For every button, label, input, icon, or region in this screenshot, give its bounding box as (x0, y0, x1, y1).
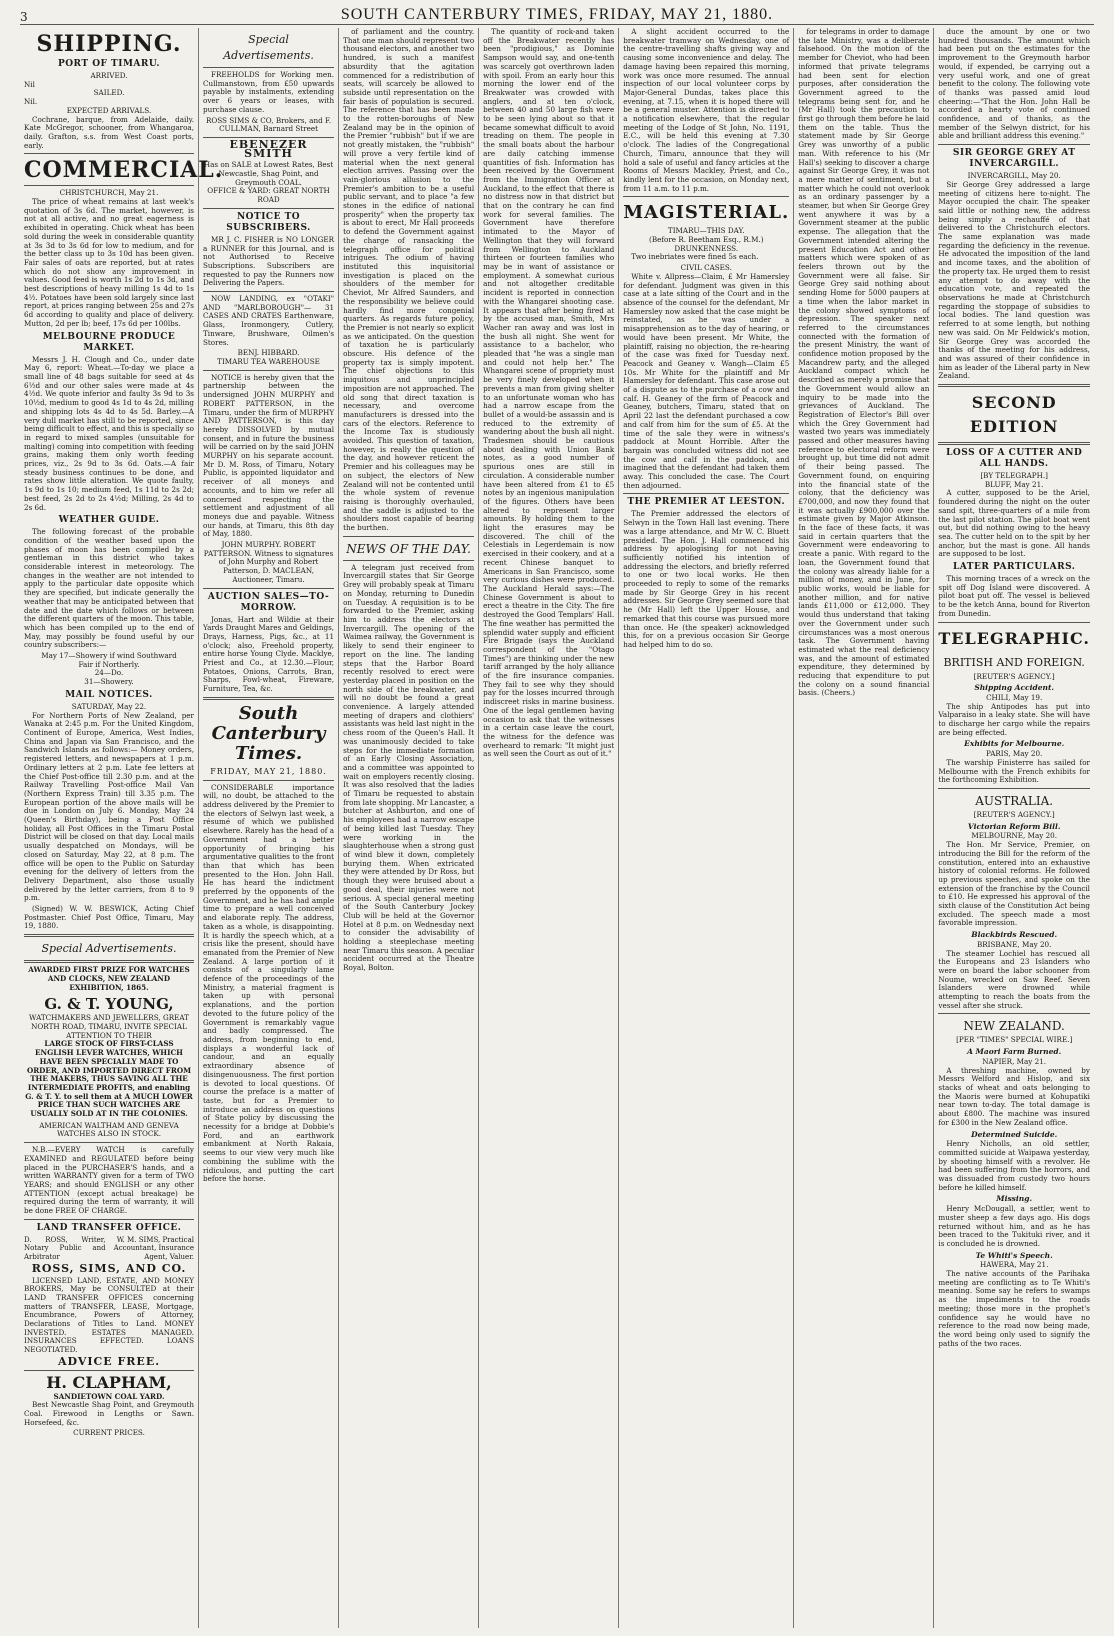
auction-heading: AUCTION SALES—TO-MORROW. (207, 591, 330, 613)
blackbirds-head: Blackbirds Rescued. (971, 930, 1058, 940)
clapham-sub: SANDIETOWN COAL YARD. (53, 1391, 165, 1401)
landing-ad: NOW LANDING, ex "OTAKI" AND "MARLBOROUGH"— 31 CASES AND CRATES Earthenware, Glass, Ironmongery, Cutlery, Tinware, Brushware, Oilmen's Stores. (203, 294, 335, 347)
freeholds-ad: FREEHOLDS for Working men. Cullmanstown, from £50 upwards payable by instalments, extending over 6 years or leases, with purchase clause. (203, 70, 335, 114)
mail-body: For Northern Ports of New Zealand, per Wanaka at 2:45 p.m. For the United Kingdom, Continent of Europe, America, West Indies, China and Japan via San Francisco, and the Sandwich Islands as follows:— Money orders, registered letters, and newspapers at 1 p.m. Ordinary letters at 2 p.m. Late fee letters at the Chief Post-office till 2.30 p.m. and at the Railway Travelling Post-office Mail Van (Northern Express Train) till 3.35 p.m. The European portion of the above mails will be due in London on July 6. Monday, May 24 (Queen's Birthday), being a Post Office holiday, all Post Offices in the Timaru Postal District will be closed on that day. Local mails usually despatched on Mondays, will be closed on Saturday, May 22, at 8 p.m. The office will be open to the Public on Saturday evening for the delivery of letters from the Delivery Department, also those usually delivered by the letter carriers, from 8 to 9 p.m. (24, 710, 194, 903)
column-1 (20, 28, 224, 1628)
missing-body: Henry McDougall, a settler, went to muster sheep a few days ago. His dogs returned without him, and as he has been traced to the Tukituki river, and it is concluded he is drowned. (938, 1204, 1090, 1248)
news-heading: NEWS OF THE DAY. (346, 541, 471, 556)
notice-body: MR J. C. FISHER is NO LONGER a RUNNER for this Journal, and is not Authorised to Receive Subscriptions. Subscribers are requested to pay the Runners now Delivering the Papers. (203, 234, 335, 288)
blackbirds-date: BRISBANE, May 20. (976, 939, 1052, 949)
young-name: G. & T. YOUNG, (44, 995, 174, 1014)
land-left: D. ROSS, Writer, Notary Public and Arbitrator (24, 1235, 106, 1262)
nb-warranty: N.B.—EVERY WATCH is carefully EXAMINED and REGULATED before being placed in the PURCHASER'S hands, and a written WARRANTY given for a term of TWO YEARS; and should ENGLISH or any other ATTENTION (except actual breakage) be required during the term of warranty, it will be done FREE OF CHARGE. (24, 1145, 194, 1216)
column-7 (934, 28, 1094, 1628)
land-heading: LAND TRANSFER OFFICE. (36, 1222, 182, 1233)
current-prices: CURRENT PRICES. (73, 1428, 145, 1438)
clapham-body: Best Newcastle Shag Point, and Greymouth Coal. Firewood in Lengths or Sawn. Horsefeed, &c. (24, 1400, 194, 1427)
blackbirds-body: The steamer Lochiel has rescued all the Europeans and 23 Islanders who were on board the labor schooner from Noume, wrecked on Saw Reef. Seven Islanders were drowned while attempting to reach the boats from the vessel after she struck. (938, 948, 1090, 1010)
ebenezer-body: Has on SALE at Lowest Rates, Best Newcastle, Shag Point, and Greymouth COAL. (203, 160, 334, 187)
news-body: A telegram just received from Invercargill states that Sir George Grey will probably speak at Timaru on Monday, returning to Dunedin on Tuesday. A requisition is to be forwarded to the Premier, asking him to address the electors at Invercargill. The opening of the Waimea railway, the Government is likely to send their engineer to report on the line. The landing steps that the Harbor Board recently resolved to erect were yesterday placed in position on the north side of the breakwater, and will no doubt be found a great convenience. A largely attended meeting of drapers and clothiers' assistants was held last night in the chess room of the Queen's Hall. It was unanimously decided to take steps for the immediate formation of an Early Closing Association, and a committee was appointed to wait on employers recently closing. It was also resolved that the ladies of Timaru be requested to abstain from late shopping. Mr Lancaster, a butcher at Ashburton, and one of his employees had a narrow escape of being killed last Tuesday. They were working in the slaughterhouse when a strong gust of wind blew it down, completely burying them. When extricated they were attended by Dr Ross, but though they were bruised about a good deal, their injuries were not serious. A special general meeting of the South Canterbury Jockey Club will be held at the Governor Hotel at 8 p.m. on Wednesday next to consider the advisability of holding a steeplechase meeting near Timaru this season. A peculiar accident occurred at the Theatre Royal, Bolton. (343, 562, 475, 973)
by-telegraph: [BY TELEGRAPH.] (980, 471, 1048, 481)
civil-heading: CIVIL CASES. (680, 263, 732, 273)
ross-name: ROSS, SIMS, AND CO. (31, 1261, 187, 1275)
reuter-agency: [REUTER'S AGENCY.] (973, 671, 1055, 681)
news-continued: The quantity of rock-and taken off the Breakwater recently has been "prodigious," as Dominie Sampson would say, and one-tenth was scarcely got overthrown laden with spoil. From an early hour this morning the lower end of the Breakwater was crowded with anglers, and at ten o'clock, between 40 and 50 large fish were to be seen lying about so that it became somewhat difficult to avoid treading on them. The people in the small boats about the harbour are daily catching immense quantities of fish. Information has been received by the Government from the Immigration Officer at Auckland, to the effect that there is no distress now in that district but that on the contrary he can find work for several families. The Government have therefore intimated to the Mayor of Wellington that they will forward from Wellington to Auckland thirteen or fourteen families who may be in want of assistance or employment. A somewhat curious and not altogether creditable incident is reported in connection with the Whangarei shooting case. It appears that after being fired at by the accused man, Smith, Mrs Wacher ran away and was lost in the bush all night. She went for assistance to a bachelor, who pleaded that "he was a single man and could not help her." The Whangarei scene of propriety must be very finely developed when it prevents a man from giving shelter to an unfortunate woman who has had a narrow escape from the bullet of a would-be assassin and is reduced to the extremity of wandering about the bush all night. Tradesmen should be cautious about dealing with Union Bank notes, as a good number of spurious ones are still in circulation. A considerable number have been altered from £1 to £5 notes by an ingenious manipulation of the figures. Others have been altered to represent larger amounts. By holding them to the light the erasures may be discovered. The chill of the Celestials in Legerdemain is now exercised in their cookery, and at a recent Chinese banquet to Americans in San Francisco, some very curious dishes were produced. The Auckland Herald says:—The Chinese Government is about to erect a theatre in the City. The fire destroyed the Good Templars' Hall. The fine weather has permitted the splendid water supply and efficient Fire Brigade (says the Auckland correspondent of the "Otago Times") are thinking under the new tariff arranged by the holy alliance of the fire insurance companies. They fail to see why they should pay for the losses incurred through indiscreet risks in marine business. One of the legal gentlemen having occasion to ask that the witnesses in a certain case leave the court, the witness for the defence was overheard to remark: "It might just as well seen the Court as out of it." (483, 27, 615, 759)
premier-body: The Premier addressed the electors of Selwyn in the Town Hall last evening. There was a large attendance, and Mr W. C. Bluett presided. The Hon. J. Hall commenced his address by apologising for not having sufficiently notified his intention of addressing the electors, and briefly referred to one or two local works. He then proceeded to reply to some of the remarks made by Sir George Grey in his recent addresses. Sir George Grey seemed sore that he (Mr Hall) left the Upper House, and remarked that this course was pursued more than once. He (the speaker) acknowledged this, for on a previous occasion Sir George had helped him to do so. (623, 509, 790, 649)
loss-body: A cutter, supposed to be the Ariel, foundered during the night on the outer sand spit, three-quarters of a mile from the last pilot station. The pilot boat went out, but did nothing owing to the heavy sea. The cutter held on to the spit by her anchor, but the mast is gone. All hands are supposed to be lost. (938, 488, 1090, 559)
drunk-body: Two inebriates were fined 5s each. (631, 252, 759, 262)
exhibits-body: The warship Finisterre has sailed for Melbourne with the French exhibits for the forthcoming Exhibition. (938, 757, 1090, 785)
partnership-notice: NOTICE is hereby given that the partnership between the undersigned JOHN MURPHY and ROBERT PATTERSON, in the Timaru, under the firm of MURPHY AND PATTERSON, is this day hereby DISSOLVED by mutual consent, and in future the business will be carried on by the said JOHN MURPHY on his separate account. Mr D. M. Ross, of Timaru, Notary Public, is appointed liquidator and receiver of all moneys and accounts, and to him we refer all concerned respecting the settlement and adjustment of all moneys due and payable. Witness our hands, at Timaru, this 8th day of May, 1880. (203, 372, 335, 539)
suicide-body: Henry Nicholls, an old settler, committed suicide at Waipawa yesterday, by shooting himself with a revolver. He had been suffering from the horrors, and was dissuaded from custody two hours before he killed himself. (938, 1139, 1090, 1192)
weather-body: The following forecast of the probable condition of the weather based upon the phases of moon has been compiled by a gentleman in this district who takes considerable interest in meteorology. The changes in the weather are not intended to apply to the particular date opposite which they are specified, but indicate generally the weather that may be anticipated between that date and the date which follows or between the different quarters of the moon. This table, which has been compiled up to the end of May, may possibly be found useful by our country subscribers:— (24, 527, 194, 650)
local-notes: A slight accident occurred to the breakwater tramway on Wednesday, one of the centre-travelling shafts giving way and causing some inconvenience and delay. The damage having been repaired this morning, work was once more resumed. The annual inspection of our local volunteer corps by Major-General Dundas, takes place this evening, at 7.15, when it is hoped there will be a general muster. Attention is directed to a notification elsewhere, that the regular meeting of the Lodge of St John, No. 1191, E.C., will be held this evening at 7.30 o'clock. The ladies of the Congregational Church, Timaru, announce that they will hold a sale of useful and fancy articles at the Rooms of Messrs Mackley, Priest, and Co., kindly lent for the occasion, on Monday next, from 11 a.m. to 11 p.m. (623, 27, 790, 193)
british-heading: BRITISH AND FOREIGN. (943, 655, 1085, 669)
ebenezer-name: EBENEZER SMITH (229, 137, 308, 160)
whiti-head: Te Whiti's Speech. (975, 1250, 1053, 1260)
page-number: 3 (20, 10, 29, 24)
column-5 (619, 28, 794, 1628)
nz-heading: NEW ZEALAND. (963, 1019, 1065, 1034)
suicide-head: Determined Suicide. (971, 1129, 1058, 1139)
whiti-body: The native accounts of the Parihaka meeting are conflicting as to Te Whiti's meaning. Some say he refers to swamps as the impediments to the roads meeting; those more in the prophet's confidence say he would have no reference to the road now being made, the word being only used to signify the paths of the two races. (938, 1269, 1090, 1348)
mail-heading: MAIL NOTICES. (65, 689, 153, 700)
paper-title: South Canterbury Times. (211, 702, 326, 764)
grey-date: INVERCARGILL, May 20. (967, 171, 1061, 181)
column-4 (479, 28, 619, 1628)
civil-body: White v. Allpress—Claim, £ Mr Hamersley for defendant. Judgment was given in this case at a late sitting of the Court and in the absence of the counsel for the defendant, Mr Hamersley now asked that the case might be reinstated, as he was under a misapprehension as to the day of hearing, or would have been present. Mr White, the plaintiff, raising no objection, the re-hearing of the case was fixed for Tuesday next. Peacock and Geaney v. Wangh—Claim £5 10s. Mr White for the plaintiff and Mr Hamersley for defendant. This case arose out of a dispute as to the purchase of a cow and calf. H. Geaney of the firm of Peacock and Geaney, butchers, Timaru, stated that on April 22 last the defendant purchased a cow and calf from him for the sum of £5. At the time of the sale they were in witness's paddock at Mount Horrible. After the bargain was concluded witness did not see the cow and calf in the paddock, and imagined that the defendant had taken them away. This concluded the case. The Court then adjourned. (623, 271, 790, 490)
leader-continued: of parliament and the country. That one man should represent two thousand electors, and another two hundred, is such a manifest absurdity that the agitation commenced for a redistribution of seats, will scarcely be allowed to subside until representation on the fair basis of population is secured. The reference that has been made to the rotten-boroughs of New Zealand may be in the opinion of the Premier "rubbish" but if we are not greatly mistaken, the "rubbish" will prove a very fertile kind of material when the next general election arrives. Passing over the vain-glorious allusion to the Premier's ambition to be a useful public servant, and to place "a few stones in the edifice of national prosperity" when the property tax is about to erect, Mr Hall proceeds to defend the Government against the charge of ransacking the telegraph office for political intrigues. The odium of having instituted this inquisitorial investigation is placed on the shoulders of the member for Cheviot, Mr Alfred Saunders, and the responsibility we believe could hardly find more congenial quarters. As regards future policy, the Premier is not nearly so explicit as we anticipated. On the question of taxation he is particularly obscure. His defence of the property tax is simply impotent. The chief objections to this iniquitous and unprincipled imposition are not approached. The old song that direct taxation is necessary, and overcome manufacturers is dressed into the cars of the electors. Reference to the Income Tax is studiously avoided. This question of taxation, however, is really the question of the day, and however reticent the Premier and his colleagues may be on subject, the electors of New Zealand will not be contented until the whole system of revenue raising is thoroughly overhauled, and the saddle is adjusted to the shoulders most capable of bearing the burthen. (343, 27, 475, 533)
later-body: This morning traces of a wreck on the spit off Dog Island were discovered. A pilot boat put off. The vessel is believed to be the ketch Anna, bound for Riverton from Dunedin. (938, 574, 1090, 618)
weather-entry: 24—Do. (94, 668, 124, 678)
maori-body: A threshing machine, owned by Messrs Welford and Hislop, and six stacks of wheat and oats belonging to the Maoris were burned at Kohupatiki near town to-day. The total damage is about £800. The machine was insured for £300 in the New Zealand office. (938, 1065, 1090, 1127)
drunk-heading: DRUNKENNESS. (674, 243, 739, 253)
advice-free: ADVICE FREE. (57, 1354, 161, 1368)
shipping-heading: SHIPPING. (36, 31, 182, 57)
loss-date: BLUFF, May 21. (984, 479, 1044, 489)
sailed-nil: Nil. (24, 97, 38, 107)
hibbard-sub: TIMARU TEA WAREHOUSE (217, 356, 320, 366)
sailed-label: SAILED. (93, 88, 125, 98)
maori-date: NAPIER, May 21. (982, 1056, 1047, 1066)
melbourne-body: Messrs J. H. Clough and Co., under date May 6, report: Wheat.—To-day we place a small line of 48 bags suitable for seed at 4s 6½d and our other sales were made at 4s 4½d. We quote inferior and faulty 3s 9d to 3s 10½d, medium to good 4s 1d to 4s 2d, milling and shipping lots 4s 4d to 4s 5d. Barley.—A very dull market has still to be reported, since being difficult to effect, and this is specially so in regard to mixed samples (unsuitable for malting) coming into competition with feeding grains, making them only worth feeding prices, viz., 2s 9d to 3s 6d. Oats.—A fair steady business continues to be done, and rates show little alteration. We quote faulty, 1s 9d to 1s 10; medium feed, 1s 11d to 2s 2d; best feed, 2s 2d to 2s 4½d; Milling, 2s 4d to 2s 6d. (24, 354, 194, 512)
telegraphic-heading: TELEGRAPHIC. (938, 628, 1090, 648)
auction-body: Jonas, Hart and Wildie at their Yards Draught Mares and Geldings, Drays, Harness, Pigs, &c., at 11 o'clock; also, Freehold property, entire horse Young Clyde. Macklye, Priest and Co., at 12.30.—Flour, Potatoes, Onions, Carrots, Bran, Sharps, Fowl-wheat, Fireware, Furniture, Tea, &c. (203, 614, 335, 694)
premier-continued: for telegrams in order to damage the late Ministry, was a deliberate falsehood. On the motion of the member for Cheviot, who had been informed that private telegrams had been sent for election purposes, after consideration the Government agreed to the telegrams being sent for, and he (Mr Hall) took the precaution to first go through them before he laid them on the table. Thus the statement made by Sir George Grey was unworthy of a public man. With reference to his (Mr Hall's) seeking to discover a charge against Sir George Grey, it was not a mere matter of sentiment, but a matter which he could not overlook as an ordinary passenger by a steamer, but when Sir George Grey went anywhere it was by a Government steamer at the public expense. The allegation that the Government intended altering the present Education Act and other matters which were spoken of as feelers thrown out by the Government were all false. Sir George Grey said nothing about sending Home for 5000 paupers at a time when the labor market in the colony showed symptoms of depression. The speaker next referred to the circumstances connected with the formation of the present Ministry, the want of confidence motion proposed by the Macandrew party, and the alleged Auckland compact which he described as merely a promise that the Government would allow an inquiry to be made into the grievances of Auckland. The Registration of Elector's Bill over which the Grey Government had wasted two years was immediately passed and other measures having reference to electoral reform were brought up, but time did not admit of their being passed. The Government found, on enquiring into the financial state of the colony, that the deficiency was £700,000, and now they found that it was actually £900,000 over the estimate given by Major Atkinson. In the face of these facts, it was said in certain quarters that the Government were endeavoring to create a panic. With regard to the loan, the Government found that the colony was already liable for a million of money, and in June, for public works, would be liable for another million, and for native lands £11,000 or £12,000. They would thus understand that taking over the Government under such circumstances was a most onerous task. The Government having estimated what the real deficiency was, and the amount of estimated expenditure, they determined by reducing that expenditure to put the colony on a sound financial basis. (Cheers.) (798, 27, 930, 698)
magisterial-before: (Before R. Beetham Esq., R.M.) (649, 235, 764, 245)
commercial-date: CHRISTCHURCH, May 21. (59, 188, 159, 198)
american-watches: AMERICAN WALTHAM AND GENEVA WATCHES ALSO IN STOCK. (39, 1120, 179, 1139)
column-2 (199, 28, 339, 1628)
port-heading: PORT OF TIMARU. (57, 59, 161, 69)
hibbard-name: BENJ. HIBBARD. (237, 348, 300, 358)
whiti-date: HAWERA, May 21. (979, 1260, 1049, 1270)
australia-heading: AUSTRALIA. (975, 794, 1054, 808)
magisterial-heading: MAGISTERIAL. (623, 202, 790, 224)
arrived-label: ARRIVED. (90, 71, 128, 80)
missing-head: Missing. (996, 1194, 1033, 1204)
partnership-sign: JOHN MURPHY. ROBERT PATTERSON. Witness to signatures of John Murphy and Robert Patterson, D. MACLEAN, Auctioneer, Timaru. (203, 540, 334, 584)
column-6 (794, 28, 934, 1628)
victorian-body: The Hon. Mr Service, Premier, on introducing the Bill for the reform of the constitution, entered into an exhaustive history of colonial reforms. He followed up previous speeches, and spoke on the extension of the franchise by the Council to £10. He expressed his approval of the sixth clause of the Constitution Act being excluded. The speech made a most favorable impression. (938, 840, 1090, 928)
leader-article: CONSIDERABLE importance will, no doubt, be attached to the address delivered by the Premier to the electors of Selwyn last week, a résumé of which we published elsewhere. Rarely has the head of a Government had a better opportunity of bringing his argumentative qualities to the front than that which has been presented to the Hon. John Hall. He has heard the indictment preferred by the opponents of the Government, and he has had ample time to prepare a well conceived and elaborate reply. The address, taken as a whole, is disappointing. It is hardly the speech which, at a crisis like the present, should have emanated from the Premier of New Zealand. A large portion of it consists of a singularly lame defence of the proceedings of the Ministry, a material fragment is taken up with personal explanations, and the portion devoted to the future policy of the Government is remarkably vague and badly compressed. The address, from beginning to end, displays a wonderful lack of candour, and an equally extraordinary absence of disingenuousness. The first portion is devoted to local questions. Of course the preface is a matter of taste, but for a Premier to introduce an address on questions of State policy by discussing the necessity for a bridge at Dobbie's Ford, and an earthwork embankment at North Rakaia, seems to our view very much like combining the sublime with the ridiculous, and putting the cart before the horse. (203, 782, 335, 1184)
weather-heading: WEATHER GUIDE. (58, 515, 160, 526)
shipping-accident-body: The ship Antipodes has put into Valparaiso in a leaky state. She will have to discharge her cargo while the repairs are being effected. (938, 701, 1090, 737)
special-ads-heading: Special Advertisements. (41, 942, 177, 956)
paper-date: FRIDAY, MAY 21, 1880. (210, 766, 327, 776)
weather-entry: May 17—Showery if wind Southward (41, 651, 177, 661)
reuter-agency-2: [REUTER'S AGENCY.] (973, 810, 1055, 819)
award-text: AWARDED FIRST PRIZE FOR WATCHES AND CLOCKS, NEW ZEALAND EXHIBITION, 1865. (28, 965, 190, 992)
premier-heading: THE PREMIER AT LEESTON. (627, 497, 786, 508)
nz-sub: [PER "TIMES" SPECIAL WIRE.] (956, 1035, 1073, 1045)
shipping-accident-head: Shipping Accident. (974, 683, 1055, 693)
exhibits-head: Exhibits for Melbourne. (964, 739, 1065, 749)
masthead (20, 0, 1094, 25)
grey-heading: SIR GEORGE GREY AT INVERCARGILL. (952, 148, 1076, 170)
expected-heading: EXPECTED ARRIVALS. (66, 105, 152, 115)
expected-body: Cochrane, barque, from Adelaide, daily. Kate McGregor, schooner, from Whangaroa, daily. Grafton, s.s. from West Coast ports, early. (24, 114, 194, 150)
special-ads-heading-2: Special Advertisements. (223, 33, 314, 62)
ross-body: LICENSED LAND, ESTATE, AND MONEY BROKERS, May be CONSULTED at their LAND TRANSFER OFFICES concerning matters of TRANSFER, LEASE, Mortgage, Encumbrance, Powers of Attorney, Declarations of Titles to Land. MONEY INVESTED. ESTATES MANAGED. INSURANCES EFFECTED. LOANS NEGOTIATED. (24, 1275, 194, 1355)
column-3 (339, 28, 479, 1628)
columns (20, 28, 1094, 1628)
premier-end: duce the amount by one or two hundred thousands. The amount which had been put on the estimates for the improvement to the Greymouth harbor would, if expended, be carrying out a very useful work, and one of great benefit to the colony. The following vote of thanks was passed amid loud cheering:—"That the Hon. John Hall be accorded a hearty vote of continued confidence, and of thanks, as the member of the Selwyn district, for his able and brilliant address this evening." (938, 27, 1090, 141)
victorian-head: Victorian Reform Bill. (967, 821, 1061, 831)
mail-signed: (Signed) W. W. BESWICK, Acting Chief Postmaster. Chief Post Office, Timaru, May 19, 1880. (24, 904, 194, 931)
later-heading: LATER PARTICULARS. (952, 562, 1076, 573)
exhibits-date: PARIS, May 20. (986, 749, 1043, 759)
commercial-body: The price of wheat remains at last week's quotation of 3s 6d. The market, however, is not at all active, and no great eagerness is exhibited in operating. Chick wheat has been sold during the week in considerable quantity at 3s 3d to 3s 6d for low to medium, and for the better class up to 3s 10d has been given. Fair sales of oats are reported, but at rates which do not show any improvement in values. Good feed is worth 1s 2d to 1s 3d, and best descriptions of heavy milling 1s 4d to 1s 4½. Potatoes have been sold largely since last report, at prices ranging between 25s and 27s 6d according to quality and place of delivery. Mutton, 2d per lb; beef, 17s 6d per 100lbs. (24, 197, 194, 328)
loss-heading: LOSS OF A CUTTER AND ALL HANDS. (946, 448, 1083, 470)
arrived-nil: Nil (24, 79, 35, 89)
grey-body: Sir George Grey addressed a large meeting of citizens here to-night. The Mayor occupied the chair. The speaker said little or nothing new, the address being simply a rechauffé of that delivered to the Christchurch electors. The same explanation was made regarding the deficiency in the revenue. He advocated the imposition of the land and income taxes, and the abolition of the property tax. He urged them to resist any attempt to do away with the education vote, and repeated the observations he made at Christchurch regarding the stoppage of subsidies to local bodies. The land question was referred to at some length, but nothing new was said. On Mr Feldwick's motion, Sir George Grey was accorded the thanks of the meeting for his address, and was assured of their confidence in him as leader of the Liberal party in New Zealand. (938, 179, 1090, 381)
land-right: W. M. SIMS, Practical Accountant, Insurance Agent, Valuer. (113, 1235, 194, 1262)
weather-entry: Fair if Northerly. (78, 659, 140, 669)
victorian-date: MELBOURNE, May 20. (971, 831, 1058, 841)
masthead-title: SOUTH CANTERBURY TIMES, FRIDAY, MAY 21, 1880. (340, 6, 774, 23)
shipping-accident-date: CHILI, May 19. (986, 692, 1043, 702)
maori-head: A Maori Farm Burned. (967, 1047, 1062, 1057)
freeholds-sign: ROSS SIMS & CO, Brokers, and F. CULLMAN, Barnard Street (205, 115, 332, 134)
ebenezer-office: OFFICE & YARD: GREAT NORTH ROAD (207, 186, 330, 205)
mail-date: SATURDAY, May 22. (71, 701, 147, 711)
young-sub: WATCHMAKERS AND JEWELLERS, GREAT NORTH ROAD, TIMARU, INVITE SPECIAL ATTENTION TO THEIR (29, 1013, 189, 1040)
notice-heading: NOTICE TO SUBSCRIBERS. (226, 211, 311, 233)
clapham-name: H. CLAPHAM, (46, 1372, 172, 1392)
magisterial-sub: TIMARU—THIS DAY. (667, 226, 745, 236)
young-stock: LARGE STOCK OF FIRST-CLASS ENGLISH LEVER WATCHES, WHICH HAVE BEEN SPECIALLY MADE TO ORDER, AND IMPORTED DIRECT FROM THE MAKERS, THUS SAVING ALL THE INTERMEDIATE PROFITS, and enabling G. & T. Y. to sell them at A MUCH LOWER PRICE THAN SUCH WATCHES ARE USUALLY SOLD AT IN THE COLONIES. (25, 1039, 193, 1119)
melbourne-heading: MELBOURNE PRODUCE MARKET. (42, 331, 176, 353)
second-edition-heading: SECOND EDITION (969, 393, 1059, 437)
commercial-heading: COMMERCIAL. (24, 157, 224, 184)
weather-entry: 31—Showery. (84, 677, 134, 687)
